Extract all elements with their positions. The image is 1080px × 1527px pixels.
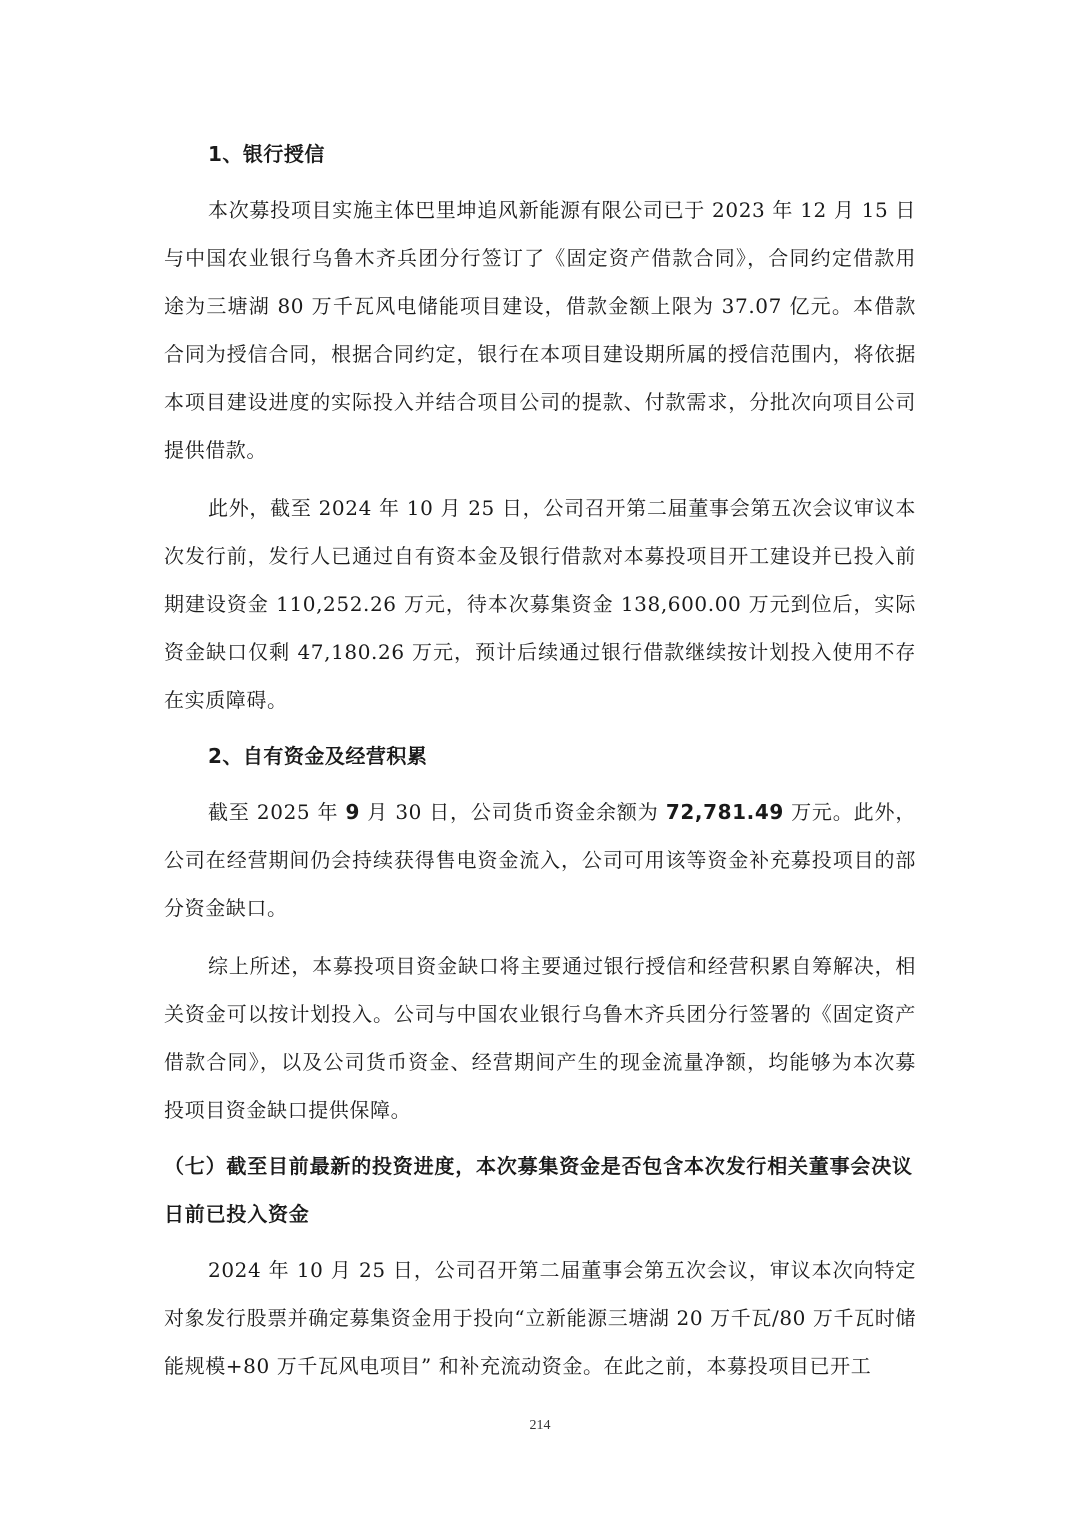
paragraph-bank-credit-contract: 本次募投项目实施主体巴里坤追风新能源有限公司已于 2023 年 12 月 15 日与中国农业银行乌鲁木齐兵团分行签订了《固定资产借款合同》，合同约定借款用途为三塘湖 80 万千瓦风电储能项目建设，借款金额上限为 37.07 亿元。本借款合同为授信合同，根据合同约定，银行在本项目建设期所属的授信范围内，将依据本项目建设进度的实际投入并结合项目公司的提款、付款需求，分批次向项目公司提供借款。: [164, 198, 916, 462]
paragraph-summary: 综上所述，本募投项目资金缺口将主要通过银行授信和经营积累自筹解决，相关资金可以按计划投入。公司与中国农业银行乌鲁木齐兵团分行签署的《固定资产借款合同》，以及公司货币资金、经营期间产生的现金流量净额，均能够为本次募投项目资金缺口提供保障。: [164, 954, 916, 1122]
paragraph-cash-balance: [164, 788, 916, 932]
cash-balance-amount: 72,781.49: [665, 800, 784, 824]
paragraph-board-meeting: 2024 年 10 月 25 日，公司召开第二届董事会第五次会议，审议本次向特定对象发行股票并确定募集资金用于投向“立新能源三塘湖 20 万千瓦/80 万千瓦时储能规模+80 万千瓦风电项目” 和补充流动资金。在此之前，本募投项目已开工: [164, 1258, 916, 1378]
section-heading-investment-progress: （七）截至目前最新的投资进度，本次募集资金是否包含本次发行相关董事会决议日前已投入资金: [164, 1154, 913, 1226]
subsection-heading-own-funds: 2、自有资金及经营积累: [208, 744, 428, 768]
document-body: [164, 130, 916, 1390]
paragraph-funding-gap: 此外，截至 2024 年 10 月 25 日，公司召开第二届董事会第五次会议审议本次发行前，发行人已通过自有资本金及银行借款对本募投项目开工建设并已投入前期建设资金 110,252.26 万元，待本次募集资金 138,600.00 万元到位后，实际资金缺口仅剩 47,180.26 万元，预计后续通过银行借款继续按计划投入使用不存在实质障碍。: [164, 496, 916, 712]
cash-balance-prefix: 截至 2025 年: [208, 800, 339, 824]
subsection-heading-bank-credit: 1、银行授信: [208, 142, 325, 166]
cash-balance-mid: 月 30 日，公司货币资金余额为: [367, 800, 659, 824]
cash-balance-month: 9: [345, 800, 361, 824]
cash-balance-suffix: 万元。此外，公司在经营期间仍会持续获得售电资金流入，公司可用该等资金补充募投项目的部分资金缺口。: [164, 800, 916, 920]
page-number: 214: [529, 1418, 551, 1433]
